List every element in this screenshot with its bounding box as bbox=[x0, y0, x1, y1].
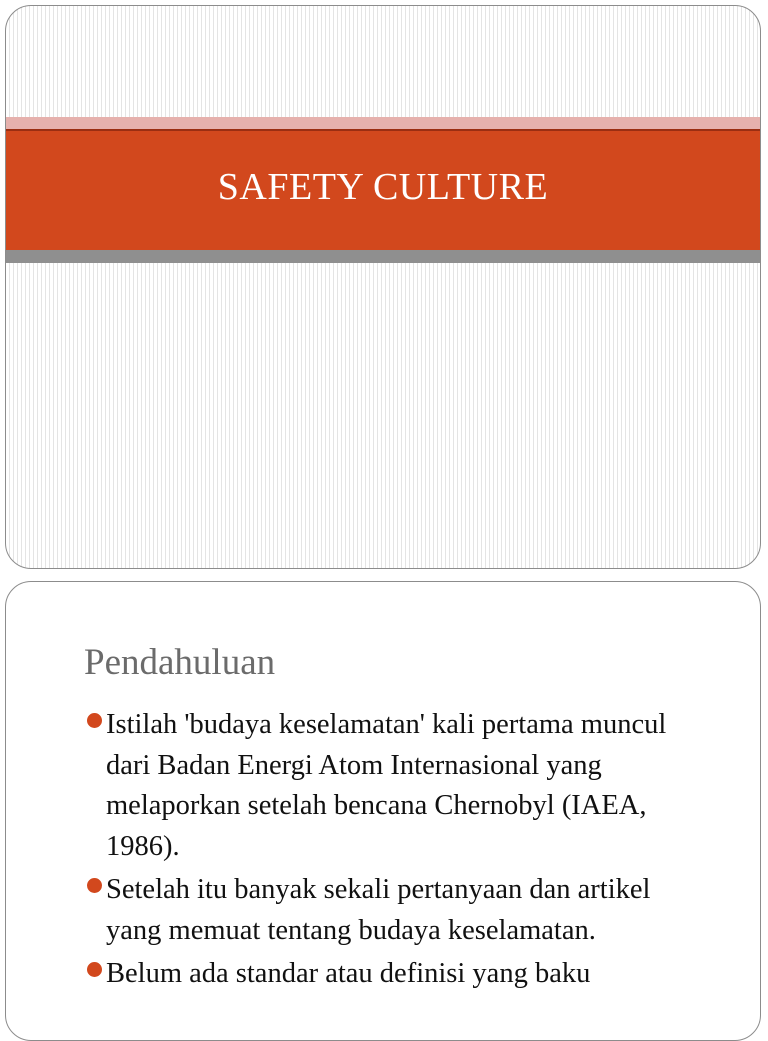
bullet-dot-icon bbox=[87, 878, 102, 893]
bullet-item bbox=[86, 954, 686, 995]
title-band-top-stripe bbox=[6, 117, 760, 129]
bullet-text: Belum ada standar atau definisi yang baku bbox=[106, 958, 591, 989]
section-heading: Pendahuluan bbox=[84, 642, 276, 683]
bullet-dot-icon bbox=[87, 713, 102, 728]
bullet-dot-icon bbox=[87, 962, 102, 977]
slide-title: SAFETY CULTURE bbox=[217, 165, 549, 208]
bullet-item bbox=[86, 870, 686, 951]
bullet-text: Istilah 'budaya keselamatan' kali pertama muncul dari Badan Energi Atom Internasional yang melaporkan setelah bencana Chernobyl (IAEA, 1986). bbox=[106, 709, 667, 862]
title-band bbox=[6, 129, 760, 250]
bullet-list bbox=[86, 705, 686, 998]
title-slide bbox=[5, 5, 761, 569]
content-slide bbox=[5, 581, 761, 1041]
bullet-text: Setelah itu banyak sekali pertanyaan dan artikel yang memuat tentang budaya keselamatan. bbox=[106, 874, 651, 946]
bullet-item bbox=[86, 705, 686, 867]
title-band-bottom-stripe bbox=[6, 250, 760, 263]
